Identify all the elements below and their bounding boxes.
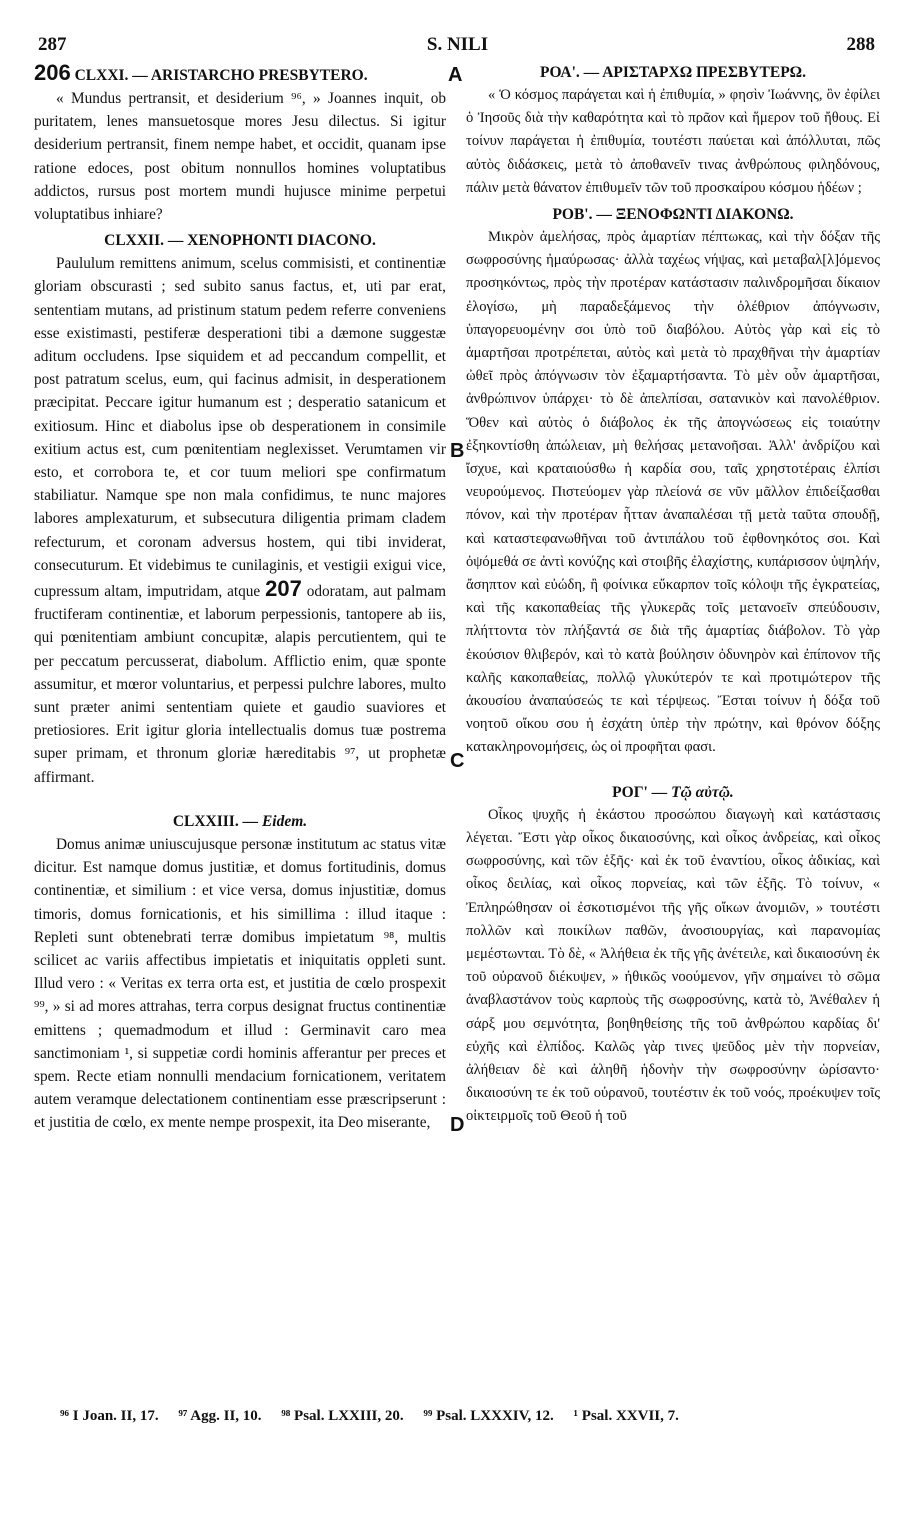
margin-letter-c: C — [450, 750, 465, 772]
section-name: — Τῷ αὐτῷ. — [651, 783, 734, 801]
greek-paragraph-172: Μικρὸν ἀμελήσας, πρὸς ἁμαρτίαν πέπτωκας, καὶ τὴν δόξαν τῆς σωφροσύνης ἠμαύρωσας· ἀλλὰ ταχέως νήψας, καὶ μεταβαλ[λ]όμενος προσηκόντως, πρὸς τὴν προτέραν κατάστασιν παλινδρομῆσαι δίκαιον ἐλογίσω, μὴ παραδεξάμενος τὴν ὀλέθριον ἀπόγνωσιν, ὑπαγορευομένην σοι ὑπὸ τοῦ διαβόλου. Αὐτὸς γὰρ καὶ εἰς τὸ ἁμαρτῆσαι προτρέπεται, αὐτὸς καὶ μετὰ τὸ πραχθῆναι τὴν ἁμαρτίαν ὠθεῖ πρὸς ἀπόγνωσιν τὸν ἐξαμαρτήσαντα. Τὸ μὲν οὖν ἁμαρτῆσαι, ἀνθρώπινον ὑπάρχει· τὸ δὲ ἀπελπίσαι, σατανικὸν καὶ πανολέθριον. Ὅθεν καὶ αὐτὸς ὁ διάβολος ἐκ τῆς ἀπογνώσεως εἰς τοιαύτην ἐξηκοντίσθη ἀπώλειαν, μὴ θελήσας μετανοῆσαι. Ἀλλ' ἀνδρίζου καὶ ἴσχυε, καὶ κραταιούσθω ἡ καρδία σου, ταῖς χρηστοτέραις ἐλπίσι νευρούμενος. Πιστεύομεν γὰρ πλείονά σε νῦν μᾶλλον ἐπιδείξασθαι πόνον, καὶ τὴν προτέραν ἧτταν ἀναπαλέσαι τῇ μετὰ ταῦτα σπουδῇ, καὶ καταστεφανωθῆναι τοῦ ἀντιπάλου τοῦ ἐφθονηκότος σοι. Καὶ ὀψόμεθά σε ἀντὶ κονύζης καὶ στοιβῆς ἐλαχίστης, κυπάρισσον ὑψηλήν, ἄσηπτον καὶ εὐώδη, ἢ φοίνικα εὔκαρπον τοῖς κόλοψι τῆς ἐγκρατείας, καὶ τῆς κακοπαθείας τῆς γλυκερᾶς τοῖς μετανοεῖν σπεύδουσιν, πλήττοντα τὸν πλήξαντά σε διὰ τῆς ἁμαρτίας διάβολον. Τὸ γὰρ ἑκούσιον θλιβερόν, καὶ τὸ κατὰ βούλησιν ὀδυνηρὸν καὶ ἐπίπονον τῆς καλῆς κακοπαθείας, πολλῷ γλυκύτερόν τε καὶ προτιμώτερον τῆς ἀκουσίου ἀναπαύσεώς τε καὶ τέρψεως. Ἔσται τοίνυν ἡ δόξα τοῦ νοητοῦ οἴκου σου ἡ ἐσχάτη ὑπὲρ τὴν πρώτην, καὶ θρόνον δόξης κατακληρονομήσεις, ὡς οἱ προφῆται φασι. — [466, 229, 880, 756]
section-title-latin-171 — [34, 62, 446, 87]
section-number: ΡΟΓ' — [612, 783, 648, 801]
greek-paragraph-171: « Ὁ κόσμος παράγεται καὶ ἡ ἐπιθυμία, » φησὶν Ἰωάννης, ὃν ἐφίλει ὁ Ἰησοῦς διὰ τὴν καθαρότητα καὶ τὸ πρᾶον καὶ ἥμερον τοῦ ἤθους. Εἰ τοίνυν παράγεται ἡ ἐπιθυμία, τουτέστι παύεται καὶ ἀπόλλυται, πῶς αὐτὸς διδάσκεις, μετὰ τὸ ἀποθανεῖν τινας ἀνθρώπους φιληδόνους, πάλιν μετὰ θάνατον ἐπιθυμεῖν τῶν τοῦ προσκαίρου κόσμου ἡδέων ; — [466, 87, 880, 196]
latin-column — [34, 62, 446, 1135]
footnote: ⁹⁶ I Joan. II, 17. — [60, 1408, 159, 1424]
column-number: 206 — [34, 60, 71, 85]
latin-paragraph-171: « Mundus pertransit, et desiderium ⁹⁶, » Joannes inquit, ob puritatem, lenes mansuetosque mores Jesu dilectus. Si igitur desiderium pertransit, finem nempe habet, et occidit, quanam ipse ratione edoces, post obitum nonnullos homines voluptatibus addictos, rursus post mortem mundi hujusce minime perpetui voluptatibus inhiare? — [34, 90, 446, 224]
column-number: 207 — [265, 576, 302, 602]
margin-letter-b: B — [450, 440, 465, 462]
footnote: ⁹⁸ Psal. LXXIII, 20. — [281, 1408, 404, 1424]
footnotes — [60, 1408, 695, 1425]
section-name: — Eidem. — [242, 812, 308, 830]
running-title: S. NILI — [426, 34, 489, 55]
section-number: CLXXIII. — [172, 812, 239, 830]
section-title-latin-172: CLXXII. — XENOPHONTI DIACONO. — [104, 232, 376, 250]
right-page-number: 288 — [846, 34, 875, 55]
footnote: ⁹⁷ Agg. II, 10. — [178, 1408, 262, 1424]
section-title-greek-173 — [466, 782, 880, 804]
latin-paragraph-172 — [34, 252, 446, 789]
latin-paragraph-173: Domus animæ uniuscujusque personæ institutum ac status vitæ dicitur. Est namque domus justitiæ, et domus fortitudinis, domus continentiæ, et similium : et vice versa, domus injustitiæ, domus timoris, domus fornicationis, et his simillima : illud itaque : Repleti sunt obtenebrati terræ domibus impietatum ⁹⁸, multis scilicet ac variis affectibus impietatis et iniquitatis oppleti sunt. Illud vero : « Veritas ex terra orta est, et justitia de cœlo prospexit ⁹⁹, » si ad mores attrahas, terra corpus designat fructus continentiæ emittens ; quemadmodum et illud : Germinavit caro mea sanctimoniam ¹, si suppetiæ cordi hominis afferantur per preces et spem. Recte etiam nonnulli mendacium fornicationem, veritatem autem veramque delectationem continentiam esse præscripserunt : et justitia de cœlo, ex mente nempe prospexit, ita Deo miserante, — [34, 835, 446, 1132]
footnote: ⁹⁹ Psal. LXXXIV, 12. — [423, 1408, 554, 1424]
section-title-greek-171: ΡΟΑ'. — ΑΡΙΣΤΑΡΧΩ ΠΡΕΣΒΥΤΕΡΩ. — [540, 64, 806, 81]
latin-paragraph-172-part1: Paululum remittens animum, scelus commisisti, et continentiæ gloriam obscurasti ; sed subito sanus factus, et, uti par erat, sententiam mutans, ad pristinum statum pedem referre conveniens esse existimasti, pestiferæ desperationi tibi a dæmone suggestæ aditum occludens. Ipse siquidem et ad peccandum compellit, et post patratum scelus, eum, qui facinus admisit, in desperationem præcipitat. Peccare igitur humanum est ; desperatio satanicum et exitiosum. Hinc et diabolus ipse ob desperationem in consimile exitium actus est, cum pœnitentiam neglexisset. Verumtamen vir esto, et corrobora te, et cor tuum meliori spe confirmatum stabiliatur. Namque spe non mala confidimus, te nunc majores labores amplexaturum, et subsecutura diligentia primam cladem refecturum, et coronam adversus hostem, qui tibi inviderat, consecuturum. Et videbimus te cunilaginis, et vestigii exigui vice, cupressum altam, imputridam, atque — [34, 255, 446, 601]
left-page-number: 287 — [38, 34, 67, 55]
section-heading: CLXXI. — ARISTARCHO PRESBYTERO. — [74, 67, 368, 84]
running-header — [34, 30, 881, 62]
section-title-greek-172: ΡΟΒ'. — ΞΕΝΟΦΩΝΤΙ ΔΙΑΚΟΝΩ. — [552, 206, 794, 224]
margin-letter-a: A — [448, 64, 463, 86]
latin-paragraph-172-part2: odoratam, aut palmam fructiferam continentiæ, et laborum perpessionis, tantopere ab iis, qui pœnitentiam ambiunt concupitæ, alapis percutientem, qui te per peccatum percusserat, diabolum. Afflictio enim, quæ sponte assumitur, et mœror voluntarius, et perpessi pulchre labores, multo sunt præter animi sententiam quiete et gaudio suaviores et pretiosiores. Erit igitur gloria intellectualis domus tuæ postrema super primam, et thronum gloriæ hæreditabis ⁹⁷, ut prophetæ affirmant. — [34, 583, 447, 786]
section-title-latin-173 — [34, 811, 446, 833]
greek-paragraph-173: Οἶκος ψυχῆς ἡ ἑκάστου προσώπου διαγωγὴ καὶ κατάστασις λέγεται. Ἔστι γὰρ οἶκος δικαιοσύνης, καὶ οἶκος ἀνδρείας, καὶ οἶκος σωφροσύνης, καὶ τῶν ἑξῆς· καὶ ἐκ τοῦ ἐναντίου, οἶκος ἀδικίας, καὶ οἶκος δειλίας, καὶ οἶκος πορνείας, καὶ τῶν ἑξῆς. Τὸ τοίνυν, « Ἐπληρώθησαν οἱ ἐσκοτισμένοι τῆς γῆς οἴκων ἀνομιῶν, » τουτέστι πολλῶν καὶ ποικίλων παθῶν, ἀνοσιουργίας, καὶ παρανομίας μεμέστωνται. Τὸ δὲ, « Ἀλήθεια ἐκ τῆς γῆς ἀνέτειλε, καὶ δικαιοσύνη ἐκ τοῦ οὐρανοῦ διέκυψεν, » ἠθικῶς νοούμενον, γῆν σημαίνει τὸ σῶμα ἀναβλαστάνον τοὺς καρποὺς τῆς σωφροσύνης, κατὰ τὸ, Ἀνέθαλεν ἡ σάρξ μου σεμνότητα, βοηθηθείσης τῆς τοῦ ἀνθρώπου καρδίας δι' εὐχῆς καὶ ἐλπίδος. Καλῶς γὰρ τινες ψεῦδος μὲν τὴν πορνείαν, ἀλήθειαν δὲ καὶ ἀληθῆ ἡδονὴν τὴν σωφροσύνην ὡρίσαντο· δικαιοσύνη τε ἐκ τοῦ οὐρανοῦ, τουτέστιν ἐκ τοῦ νοός, προέκυψεν τοῖς οἰκτειρμοῖς τοῦ Θεοῦ ἡ τοῦ — [466, 806, 880, 1125]
greek-column — [466, 62, 880, 1129]
footnote: ¹ Psal. XXVII, 7. — [573, 1408, 679, 1424]
margin-letter-d: D — [450, 1114, 465, 1136]
